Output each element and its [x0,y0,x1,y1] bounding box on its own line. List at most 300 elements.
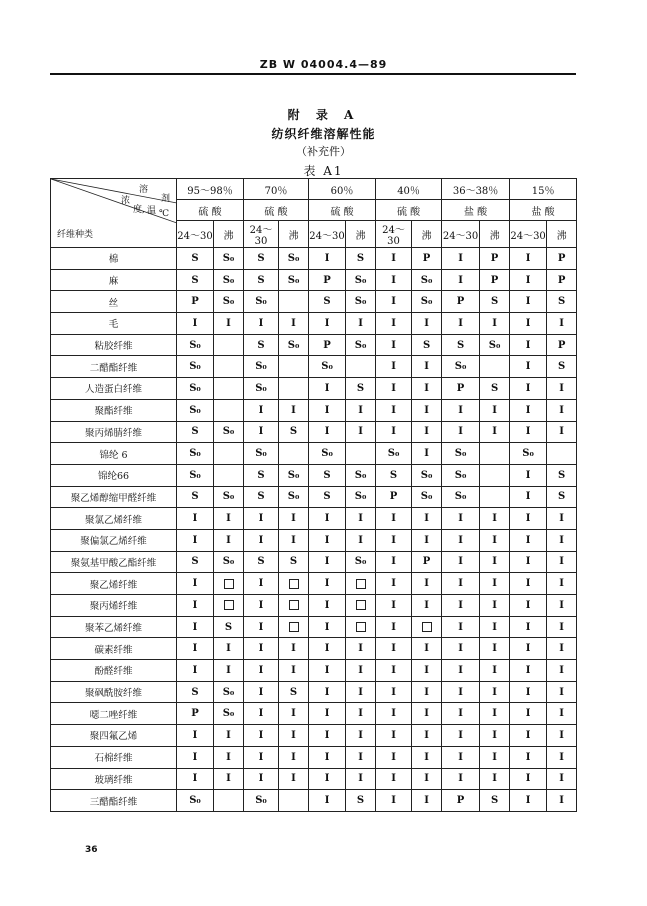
solubility-cell: I [244,595,279,617]
solubility-cell [214,595,244,617]
solubility-cell: I [376,291,412,313]
solubility-cell: I [442,399,480,421]
solubility-cell: I [442,768,480,790]
solubility-cell: S₀ [346,464,376,486]
solubility-cell: S₀ [480,334,510,356]
solubility-cell: I [412,356,442,378]
solubility-cell: I [412,638,442,660]
solubility-cell: I [244,681,279,703]
fiber-name-cell: 噁二唑纤维 [51,703,177,725]
temp-boil-cell: 沸 [214,221,244,248]
solubility-cell: I [177,595,214,617]
solubility-cell: I [442,660,480,682]
solubility-cell: P [376,486,412,508]
solubility-cell: I [309,768,346,790]
solubility-cell: I [309,573,346,595]
corner-solvent: 溶 [139,185,149,195]
solubility-cell: I [376,573,412,595]
solubility-cell: S₀ [279,248,309,270]
standard-code: ZB W 04004.4—89 [259,58,388,71]
table-row [51,443,577,465]
fiber-name-cell: 麻 [51,269,177,291]
solubility-cell: S [177,681,214,703]
solubility-cell: S [346,248,376,270]
table-label: 表 A1 [303,164,344,178]
solubility-cell: P [442,291,480,313]
table-row [51,291,577,313]
solubility-cell: I [547,616,577,638]
solubility-cell: P [177,291,214,313]
solubility-cell: I [547,746,577,768]
solubility-cell: I [214,313,244,335]
solubility-cell: S₀ [214,269,244,291]
box-symbol [422,622,432,632]
solubility-table [50,178,577,812]
solubility-cell: P [309,334,346,356]
solubility-cell: I [346,768,376,790]
solvent-cell: 硫 酸 [376,200,442,221]
solubility-cell: I [442,269,480,291]
solubility-cell: I [346,638,376,660]
solubility-cell: I [376,421,412,443]
corner-fiber-label: 纤维种类 [57,230,94,240]
temp-boil-cell: 沸 [346,221,376,248]
solubility-cell: I [480,660,510,682]
solubility-cell: I [244,768,279,790]
table-row [51,486,577,508]
solubility-cell: S₀ [346,486,376,508]
solubility-cell: P [547,248,577,270]
solubility-cell: S [547,291,577,313]
solubility-cell: I [279,703,309,725]
solubility-cell: I [442,746,480,768]
solubility-cell: I [480,681,510,703]
solubility-cell: I [244,660,279,682]
corner-degree: 度, [133,205,145,215]
solubility-cell [346,356,376,378]
solubility-cell: I [376,660,412,682]
solubility-cell: S [346,790,376,812]
fiber-name-cell: 玻璃纤维 [51,768,177,790]
solubility-cell: I [442,681,480,703]
solubility-cell [279,443,309,465]
corner-cell [51,179,177,248]
concentration-cell: 15％ [510,179,577,200]
solubility-cell: I [510,660,547,682]
solubility-cell: I [547,573,577,595]
solubility-cell: I [547,703,577,725]
solubility-cell: I [510,378,547,400]
box-symbol [356,622,366,632]
solubility-cell: I [376,508,412,530]
solubility-cell: I [376,768,412,790]
solubility-cell: I [376,529,412,551]
solubility-cell: I [412,703,442,725]
solubility-cell: I [346,660,376,682]
solubility-cell [279,616,309,638]
section-note: （补充件） [296,145,351,158]
solubility-cell: I [177,508,214,530]
solubility-cell: I [279,508,309,530]
solubility-cell [279,291,309,313]
solubility-cell: P [309,269,346,291]
solubility-cell: S₀ [279,464,309,486]
table-row [51,573,577,595]
solubility-cell: I [547,660,577,682]
solubility-cell: I [510,421,547,443]
fiber-name-cell: 聚乙烯醇缩甲醛纤维 [51,486,177,508]
solubility-cell: I [376,681,412,703]
solubility-cell: I [177,529,214,551]
solubility-cell [480,443,510,465]
solubility-cell: I [244,421,279,443]
solubility-cell: S [244,248,279,270]
solubility-cell: S₀ [214,486,244,508]
solubility-cell [480,486,510,508]
solubility-cell: I [412,790,442,812]
solubility-cell: I [376,790,412,812]
solubility-cell: I [510,681,547,703]
solubility-cell [214,790,244,812]
solubility-cell: I [309,551,346,573]
solubility-cell: S₀ [244,790,279,812]
solubility-cell: I [412,573,442,595]
solubility-cell [279,573,309,595]
solubility-cell: I [547,595,577,617]
solubility-cell: P [442,378,480,400]
solubility-cell: P [480,248,510,270]
table-row [51,248,577,270]
solubility-cell: I [177,725,214,747]
solubility-cell: I [510,464,547,486]
table-row [51,725,577,747]
solubility-cell: I [376,638,412,660]
solubility-cell [412,616,442,638]
solubility-cell: S₀ [177,464,214,486]
table-row [51,399,577,421]
solubility-cell [346,443,376,465]
solubility-cell: S₀ [412,486,442,508]
table-row [51,334,577,356]
solubility-cell [346,595,376,617]
solubility-cell: I [412,313,442,335]
solubility-cell: I [510,573,547,595]
solubility-cell: I [547,790,577,812]
concentration-cell: 70％ [244,179,309,200]
temp-low-cell: 24～30 [442,221,480,248]
header-rule [50,73,576,75]
solubility-cell: S [177,269,214,291]
solubility-cell: I [177,638,214,660]
solubility-cell: S₀ [244,291,279,313]
solubility-cell: S₀ [412,269,442,291]
solubility-cell: I [279,768,309,790]
solubility-cell: I [412,443,442,465]
solubility-cell: S₀ [214,248,244,270]
solubility-cell: I [346,421,376,443]
solubility-cell: I [442,638,480,660]
solubility-cell: I [412,768,442,790]
solubility-cell: S₀ [442,486,480,508]
fiber-name-cell: 聚酯纤维 [51,399,177,421]
solubility-cell: I [480,703,510,725]
fiber-name-cell: 人造蛋白纤维 [51,378,177,400]
solubility-cell: I [442,529,480,551]
solubility-cell: I [376,334,412,356]
solubility-cell: P [412,248,442,270]
solubility-cell: I [510,768,547,790]
solubility-cell: I [510,595,547,617]
solubility-cell: I [244,725,279,747]
solubility-cell: I [442,616,480,638]
solubility-cell: I [177,616,214,638]
box-symbol [289,622,299,632]
section-title: 纺织纤维溶解性能 [271,127,376,141]
solubility-cell: S₀ [309,443,346,465]
solubility-cell: I [346,313,376,335]
solubility-cell [480,464,510,486]
temp-boil-cell: 沸 [480,221,510,248]
solubility-cell: I [346,746,376,768]
box-symbol [356,579,366,589]
corner-unit: ℃ [159,209,170,219]
solubility-cell: I [346,725,376,747]
fiber-name-cell: 碳素纤维 [51,638,177,660]
solvent-cell: 硫 酸 [309,200,376,221]
solubility-cell: I [309,616,346,638]
solubility-cell: I [547,725,577,747]
solubility-cell: I [547,421,577,443]
solubility-cell: I [309,378,346,400]
solubility-cell: I [510,291,547,313]
solubility-cell: I [412,746,442,768]
concentration-cell: 36～38％ [442,179,510,200]
corner-agent: 剂 [161,194,171,204]
solubility-cell: S₀ [177,378,214,400]
solubility-cell: I [510,529,547,551]
table-row [51,378,577,400]
solubility-cell: S [244,334,279,356]
solubility-cell: P [547,269,577,291]
solubility-cell: I [346,529,376,551]
solubility-cell: I [376,551,412,573]
fiber-name-cell: 丝 [51,291,177,313]
table-row [51,269,577,291]
solubility-cell: I [376,703,412,725]
solubility-cell: S₀ [279,334,309,356]
solubility-cell: I [309,790,346,812]
solubility-cell: I [510,638,547,660]
solubility-cell: I [376,378,412,400]
solubility-cell: I [214,725,244,747]
solubility-cell: I [412,508,442,530]
solubility-cell: I [442,703,480,725]
solubility-cell: I [480,313,510,335]
solubility-cell: I [480,768,510,790]
solubility-cell: I [412,681,442,703]
fiber-name-cell: 毛 [51,313,177,335]
solubility-cell: I [309,725,346,747]
table-row [51,313,577,335]
concentration-cell: 60％ [309,179,376,200]
temp-low-cell: 24～30 [376,221,412,248]
solubility-cell: I [480,725,510,747]
solubility-cell: I [376,269,412,291]
box-symbol [289,579,299,589]
table-row [51,529,577,551]
solubility-cell: S₀ [346,334,376,356]
table-row [51,790,577,812]
solubility-cell: S₀ [214,551,244,573]
solubility-cell: I [480,551,510,573]
solubility-cell: I [547,378,577,400]
fiber-name-cell: 聚四氟乙烯 [51,725,177,747]
table-row [51,421,577,443]
solubility-cell: I [412,529,442,551]
solubility-cell: S [547,464,577,486]
solubility-cell: I [309,638,346,660]
table-row [51,616,577,638]
solubility-cell: S [244,486,279,508]
solubility-cell: I [244,399,279,421]
solubility-cell: I [480,746,510,768]
solubility-cell: S [309,486,346,508]
solvent-cell: 硫 酸 [244,200,309,221]
solubility-cell: I [244,313,279,335]
table-row [51,660,577,682]
solubility-cell: I [279,660,309,682]
solubility-cell: I [510,486,547,508]
solubility-cell: I [346,703,376,725]
fiber-name-cell: 聚乙烯纤维 [51,573,177,595]
solubility-cell: I [279,529,309,551]
solubility-cell: S₀ [214,421,244,443]
solubility-cell: I [376,616,412,638]
solubility-cell: I [376,746,412,768]
solubility-cell [214,378,244,400]
solubility-cell: I [279,313,309,335]
solubility-cell: I [309,421,346,443]
table-row [51,768,577,790]
table-row [51,746,577,768]
solubility-cell: I [214,660,244,682]
solvent-cell: 硫 酸 [177,200,244,221]
solubility-cell: S [442,334,480,356]
solubility-cell: I [244,573,279,595]
fiber-name-cell: 聚丙烯纤维 [51,595,177,617]
solubility-cell [214,573,244,595]
solubility-cell: I [547,551,577,573]
solubility-cell: I [244,703,279,725]
solubility-cell: I [480,399,510,421]
fiber-name-cell: 三醋酯纤维 [51,790,177,812]
fiber-name-cell: 聚砜酰胺纤维 [51,681,177,703]
header-row-concentration [51,179,577,200]
solubility-cell: P [442,790,480,812]
solubility-cell: I [376,313,412,335]
temp-low-cell: 24～30 [510,221,547,248]
table-row [51,464,577,486]
fiber-name-cell: 石棉纤维 [51,746,177,768]
solvent-cell: 盐 酸 [442,200,510,221]
solubility-cell: S₀ [442,356,480,378]
solubility-cell: I [346,681,376,703]
solubility-cell: S₀ [214,291,244,313]
solubility-cell: S [177,486,214,508]
solubility-cell: S₀ [510,443,547,465]
fiber-name-cell: 锦纶66 [51,464,177,486]
solubility-cell: S₀ [177,443,214,465]
solubility-cell: S₀ [346,551,376,573]
corner-concentration: 浓 [121,196,131,206]
solubility-cell: S [480,378,510,400]
temp-boil-cell: 沸 [547,221,577,248]
solubility-cell [279,378,309,400]
solubility-cell: I [309,399,346,421]
solubility-cell: S₀ [346,269,376,291]
concentration-cell: 95～98％ [177,179,244,200]
solubility-cell: I [510,334,547,356]
solubility-cell: I [442,551,480,573]
table-row [51,356,577,378]
fiber-name-cell: 棉 [51,248,177,270]
temp-boil-cell: 沸 [412,221,442,248]
solubility-cell: I [309,681,346,703]
solubility-cell: I [510,746,547,768]
solubility-cell: I [376,356,412,378]
solubility-cell: I [547,638,577,660]
solubility-cell: I [244,746,279,768]
solubility-cell: S₀ [442,464,480,486]
solubility-cell: I [442,725,480,747]
concentration-cell: 40％ [376,179,442,200]
page-number: 36 [85,845,98,855]
solubility-cell: S [309,291,346,313]
solubility-cell: I [510,248,547,270]
solubility-cell: I [412,725,442,747]
solubility-cell: S₀ [309,356,346,378]
solubility-cell: S₀ [177,356,214,378]
solubility-cell: I [547,768,577,790]
solubility-cell: S [309,464,346,486]
solubility-cell: I [480,529,510,551]
solubility-cell: S [412,334,442,356]
solubility-cell: S [177,551,214,573]
solubility-cell: I [510,269,547,291]
solubility-cell [214,443,244,465]
solubility-cell: S₀ [279,486,309,508]
solubility-cell: I [480,421,510,443]
table-row [51,551,577,573]
fiber-name-cell: 粘胶纤维 [51,334,177,356]
temp-low-cell: 24～30 [244,221,279,248]
solubility-cell: I [510,356,547,378]
solubility-cell: I [177,746,214,768]
solubility-cell: I [480,616,510,638]
appendix-title: 附 录 A [287,108,360,122]
solubility-cell: I [309,746,346,768]
solubility-cell [214,464,244,486]
solubility-cell: S [214,616,244,638]
solubility-cell: I [309,248,346,270]
solubility-cell: S [279,421,309,443]
solubility-cell: I [309,508,346,530]
solubility-cell: I [279,638,309,660]
solubility-cell: I [346,399,376,421]
table-row [51,681,577,703]
solubility-cell: S [376,464,412,486]
solubility-cell: I [376,399,412,421]
